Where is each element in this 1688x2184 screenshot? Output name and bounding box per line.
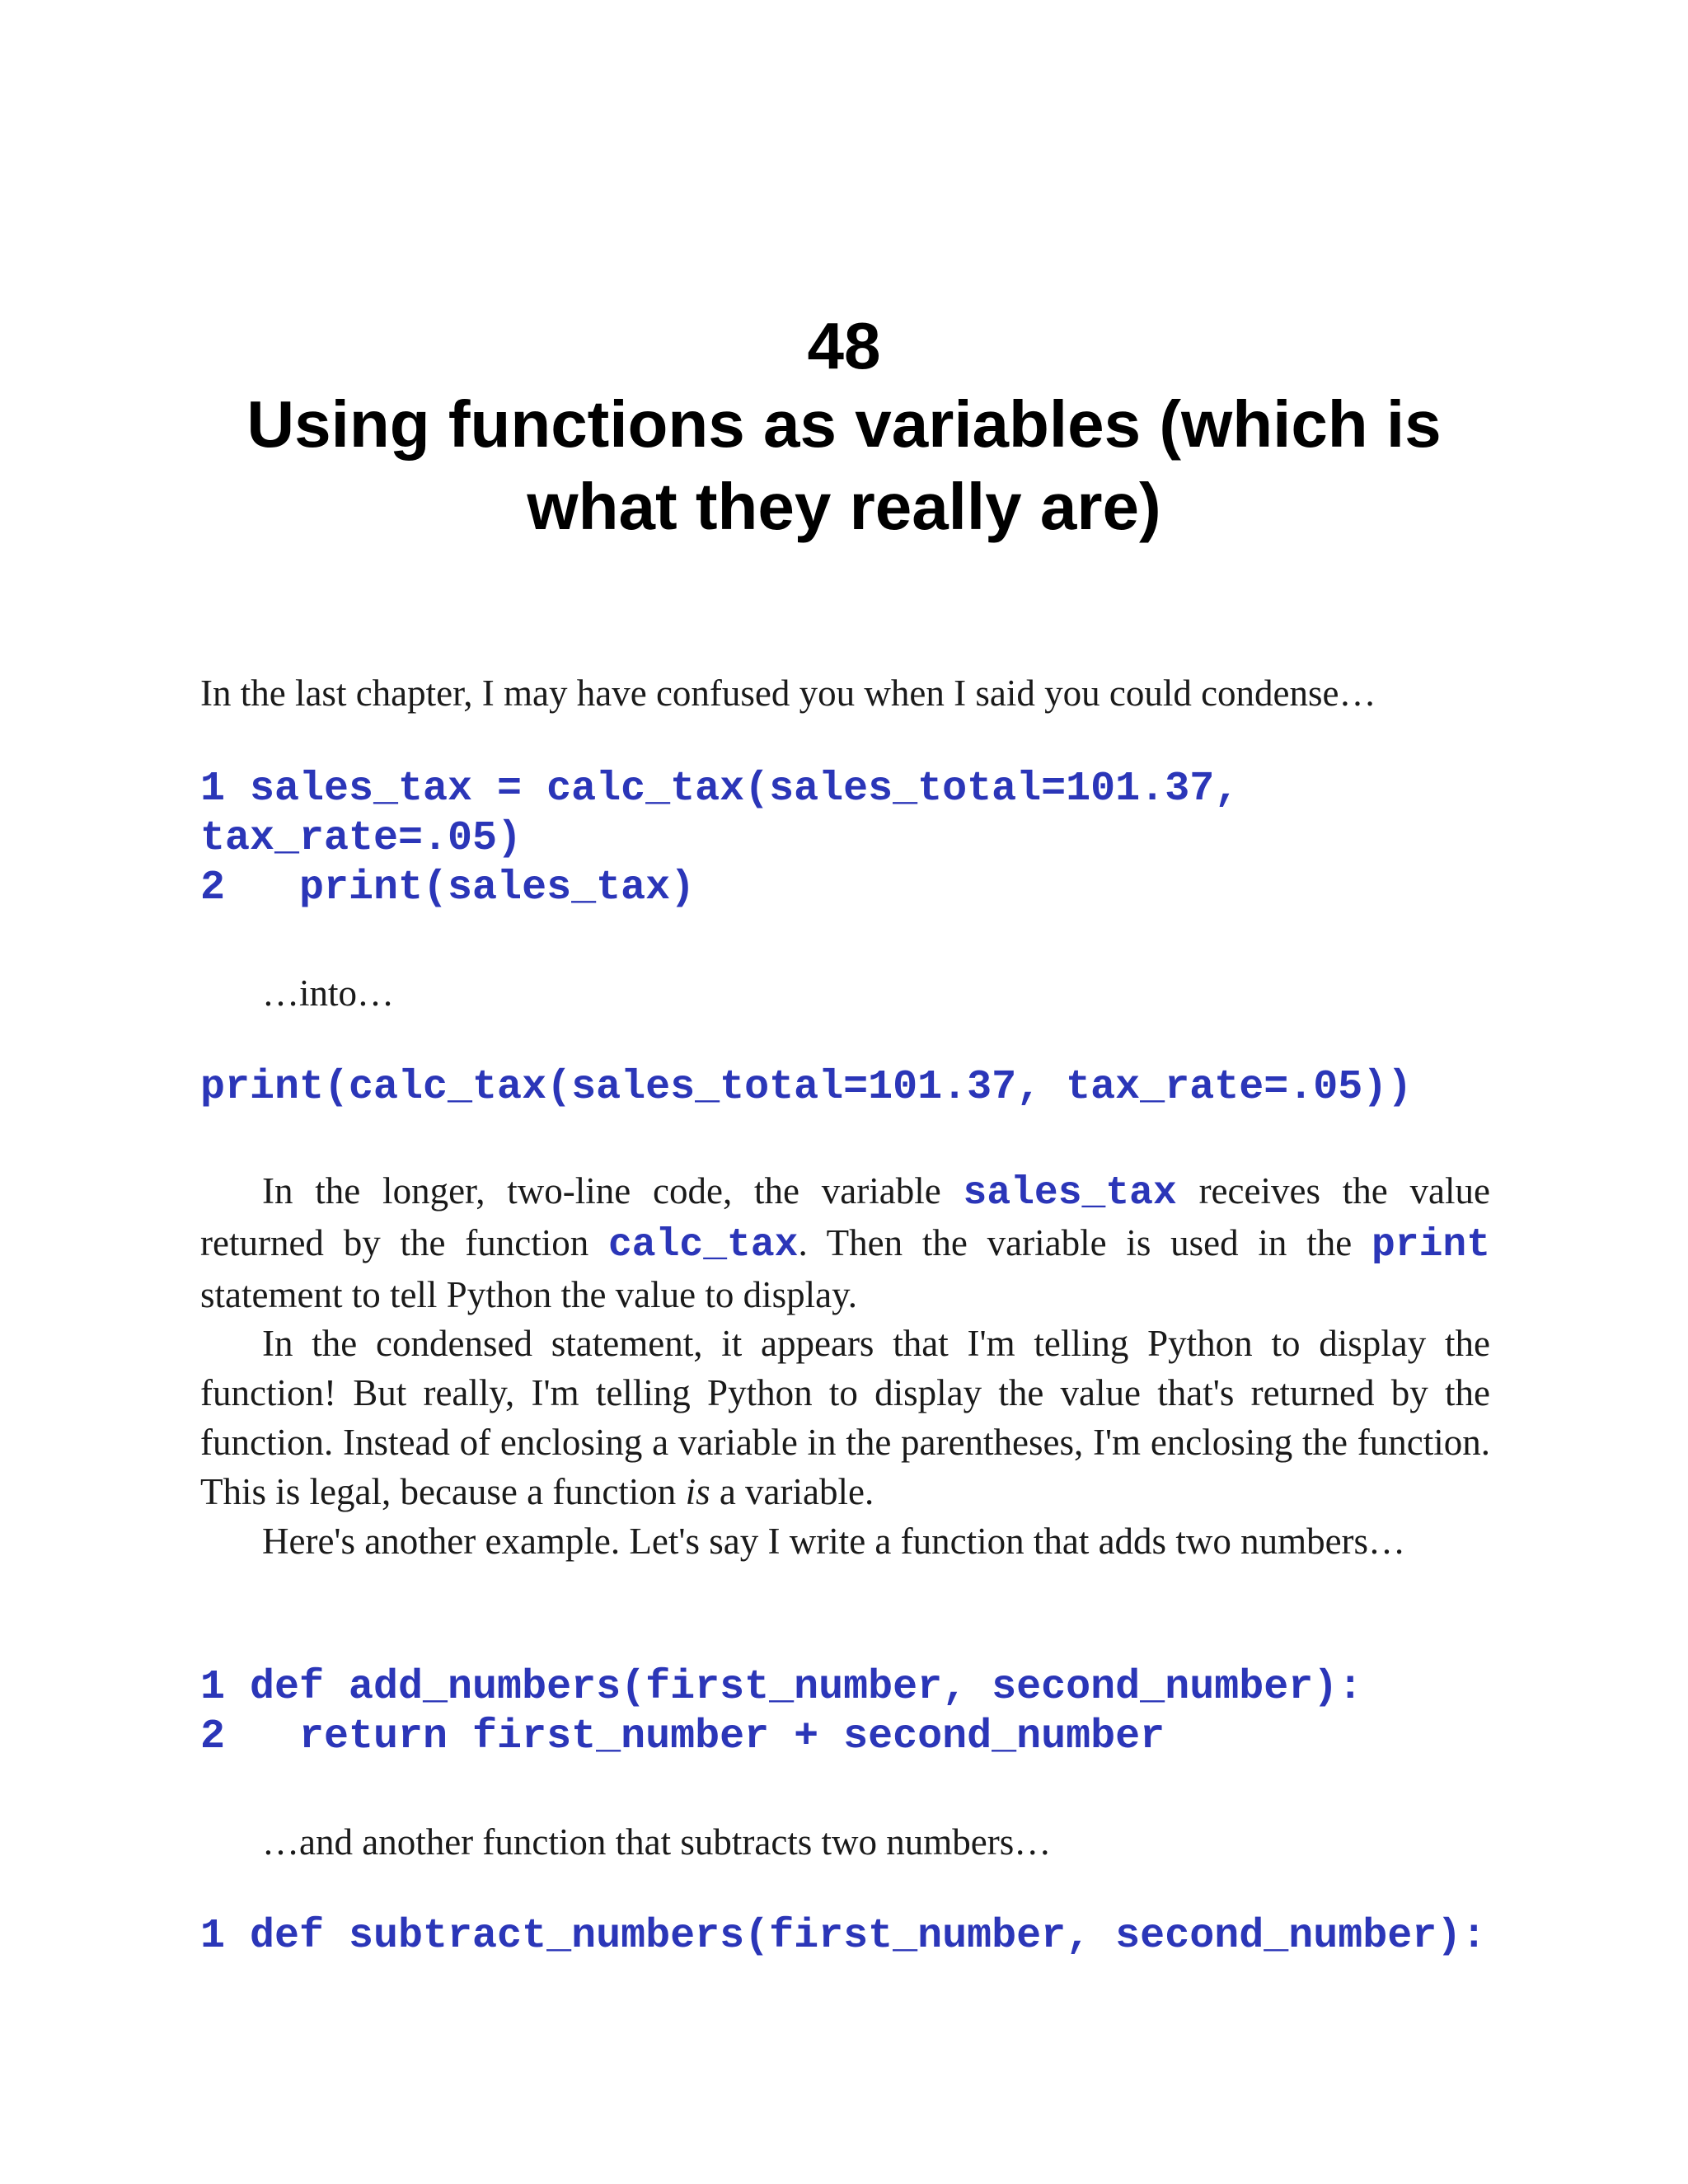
- code-line-1: 1 def subtract_numbers(first_number, second_number):: [200, 1913, 1487, 1960]
- para2-text-a: In the condensed statement, it appears that I'm telling Python to display the function! But really, I'm telling Python to display the value that's returned by the function. Instead of enclosing a variable in the parentheses, I'm enclosing the function. This is legal, because a function: [200, 1323, 1490, 1512]
- para2-text-b: a variable.: [710, 1471, 874, 1512]
- code-block-condensed: print(calc_tax(sales_total=101.37, tax_rate=.05)): [200, 1064, 1413, 1111]
- para1-text-b: receives the value returned by the function: [200, 1170, 1490, 1263]
- inline-code-calc-tax: calc_tax: [608, 1223, 799, 1268]
- code-block-add-numbers: [200, 1663, 1362, 1762]
- code-line-1-continued: tax_rate=.05): [200, 815, 523, 862]
- subtract-intro-paragraph: …and another function that subtracts two numbers…: [262, 1821, 1052, 1863]
- into-paragraph: …into…: [262, 972, 395, 1014]
- inline-code-sales-tax: sales_tax: [963, 1171, 1177, 1216]
- code-line-2: 2 return first_number + second_number: [200, 1713, 1165, 1760]
- code-line-1: 1 def add_numbers(first_number, second_number):: [200, 1664, 1363, 1711]
- code-block-subtract-numbers: [200, 1912, 1486, 1961]
- code-block-sales-tax: [200, 765, 1239, 913]
- para1-text-d: statement to tell Python the value to display.: [200, 1274, 857, 1315]
- chapter-title-line-1: Using functions as variables (which is: [246, 387, 1442, 461]
- chapter-title: [0, 383, 1688, 548]
- code-line-2: 2 print(sales_tax): [200, 865, 696, 912]
- para1-text-c: . Then the variable is used in the: [798, 1222, 1372, 1263]
- inline-code-print: print: [1371, 1223, 1491, 1268]
- para2-emphasis: is: [685, 1471, 710, 1512]
- chapter-number: 48: [807, 309, 881, 382]
- para1-text-a: In the longer, two-line code, the variable: [262, 1170, 964, 1212]
- explanation-paragraph-2: [200, 1319, 1490, 1516]
- explanation-paragraph-1: [200, 1166, 1490, 1319]
- chapter-title-line-2: what they really are): [527, 470, 1161, 543]
- code-line-1: 1 sales_tax = calc_tax(sales_total=101.37,: [200, 766, 1240, 813]
- intro-paragraph: In the last chapter, I may have confused you when I said you could condense…: [200, 673, 1376, 714]
- example-paragraph: Here's another example. Let's say I write a function that adds two numbers…: [262, 1521, 1406, 1562]
